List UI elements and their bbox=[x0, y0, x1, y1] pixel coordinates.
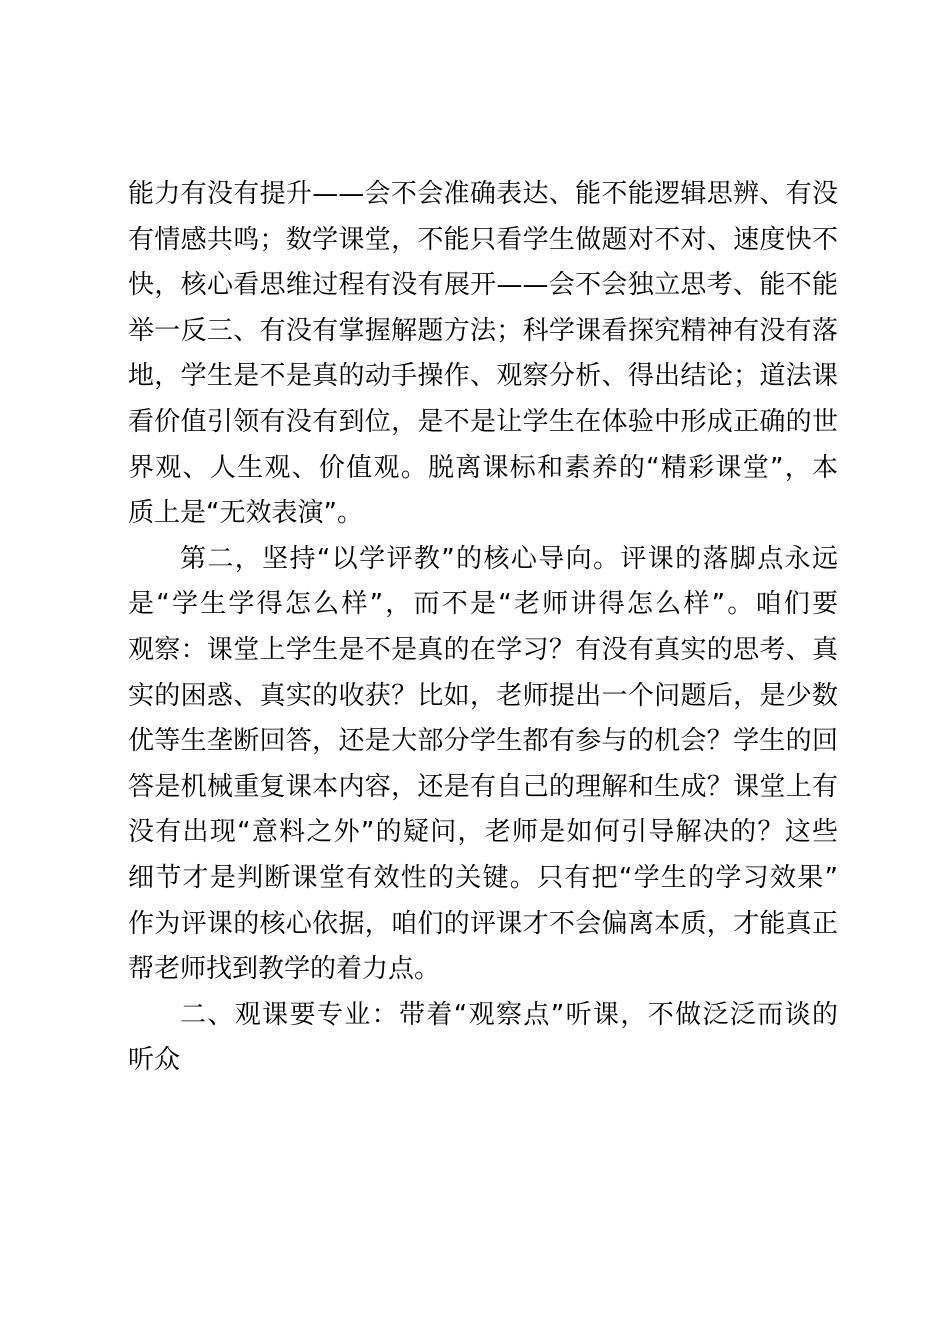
text-line: 界观、人生观、价值观。脱离课标和素养的“精彩课堂”，本 bbox=[128, 452, 838, 483]
text-line: 是“学生学得怎么样”，而不是“老师讲得怎么样”。咱们要 bbox=[128, 589, 838, 620]
text-line: 作为评课的核心依据，咱们的评课才不会偏离本质，才能真正 bbox=[128, 908, 838, 939]
text-line: 细节才是判断课堂有效性的关键。只有把“学生的学习效果” bbox=[128, 862, 838, 893]
text-line: 帮老师找到教学的着力点。 bbox=[128, 954, 441, 985]
text-line: 看价值引领有没有到位，是不是让学生在体验中形成正确的世 bbox=[128, 406, 838, 437]
text-line: 答是机械重复课本内容，还是有自己的理解和生成？课堂上有 bbox=[128, 771, 838, 802]
text-line: 地，学生是不是真的动手操作、观察分析、得出结论；道法课 bbox=[128, 361, 838, 392]
text-line: 质上是“无效表演”。 bbox=[128, 498, 363, 529]
text-line: 没有出现“意料之外”的疑问，老师是如何引导解决的？这些 bbox=[128, 817, 838, 848]
text-line: 有情感共鸣；数学课堂，不能只看学生做题对不对、速度快不 bbox=[128, 224, 838, 255]
paragraph-start-line: 第二，坚持“以学评教”的核心导向。评课的落脚点永远 bbox=[180, 543, 838, 574]
text-line: 观察：课堂上学生是不是真的在学习？有没有真实的思考、真 bbox=[128, 634, 838, 665]
text-line: 能力有没有提升——会不会准确表达、能不能逻辑思辨、有没 bbox=[128, 179, 838, 209]
section-heading-line: 二、观课要专业：带着“观察点”听课，不做泛泛而谈的 bbox=[180, 999, 838, 1030]
text-line: 优等生垄断回答，还是大部分学生都有参与的机会？学生的回 bbox=[128, 726, 838, 757]
body-text bbox=[128, 172, 838, 1084]
section-heading-line: 听众 bbox=[128, 1045, 181, 1076]
text-line: 实的困惑、真实的收获？比如，老师提出一个问题后，是少数 bbox=[128, 680, 838, 711]
text-line: 举一反三、有没有掌握解题方法；科学课看探究精神有没有落 bbox=[128, 315, 838, 346]
text-line: 快，核心看思维过程有没有展开——会不会独立思考、能不能 bbox=[128, 270, 838, 301]
